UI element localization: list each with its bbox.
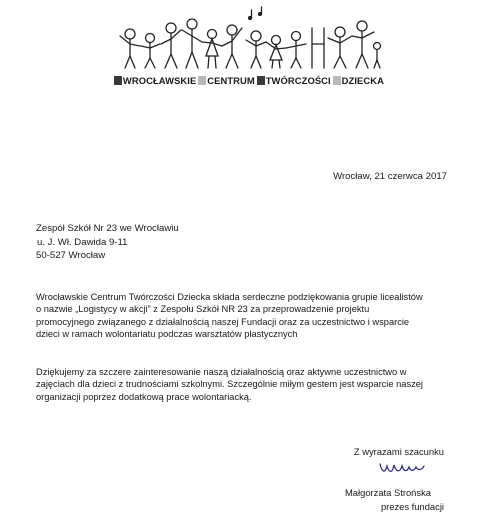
letter-date: Wrocław, 21 czerwca 2017 — [333, 171, 447, 182]
closing-salutation: Z wyrazami szacunku — [353, 446, 444, 457]
logo-square-dark — [114, 76, 122, 85]
paragraph-line: zajęciach dla dzieci z trudnościami szkolnymi. Szczególnie miłym gestem jest wsparcie naszej — [36, 379, 424, 390]
body-paragraph-2 — [36, 366, 448, 403]
logo-square-light — [333, 76, 341, 85]
recipient-address — [36, 222, 179, 263]
letterhead-logo — [114, 6, 384, 92]
logo-word-4: DZIECKA — [341, 74, 385, 86]
logo-word-1: WROCŁAWSKIE — [122, 74, 197, 86]
children-figures-illustration — [114, 6, 384, 72]
logo-square-dark — [257, 76, 265, 85]
signatory-name: Małgorzata Strońska — [345, 487, 431, 498]
handwritten-signature — [376, 458, 446, 478]
logo-word-2: CENTRUM — [207, 74, 255, 86]
logo-word-3: TWÓRCZOŚCI — [265, 74, 331, 86]
signatory-role: prezes fundacji — [380, 501, 444, 512]
letterhead-wordmark — [114, 72, 384, 88]
recipient-line: u. J. Wł. Dawida 9-11 — [37, 236, 128, 248]
paragraph-line: Wrocławskie Centrum Twórczości Dziecka składa serdeczne podziękowania grupie licealistów — [36, 292, 423, 302]
recipient-line: Zespół Szkół Nr 23 we Wrocławiu — [36, 223, 179, 234]
paragraph-line: organizacji poprzez dodatkową prace wolontariacką. — [36, 391, 252, 402]
paragraph-line: o nazwie „Logistycy w akcji” z Zespołu Szkół NR 23 za przeprowadzenie projektu — [36, 304, 370, 315]
paragraph-line: promocyjnego związanego z działalnością naszej Fundacji oraz za uczestnictwo i wsparcie — [36, 316, 410, 327]
logo-square-light — [198, 76, 206, 85]
paragraph-line: dzieci w ramach wolontariatu podczas warsztatów plastycznych — [36, 329, 298, 340]
paragraph-line: Dziękujemy za szczere zainteresowanie naszą działalnością oraz aktywne uczestnictwo w — [36, 367, 407, 377]
body-paragraph-1 — [36, 291, 448, 341]
recipient-line: 50-527 Wrocław — [36, 250, 106, 261]
